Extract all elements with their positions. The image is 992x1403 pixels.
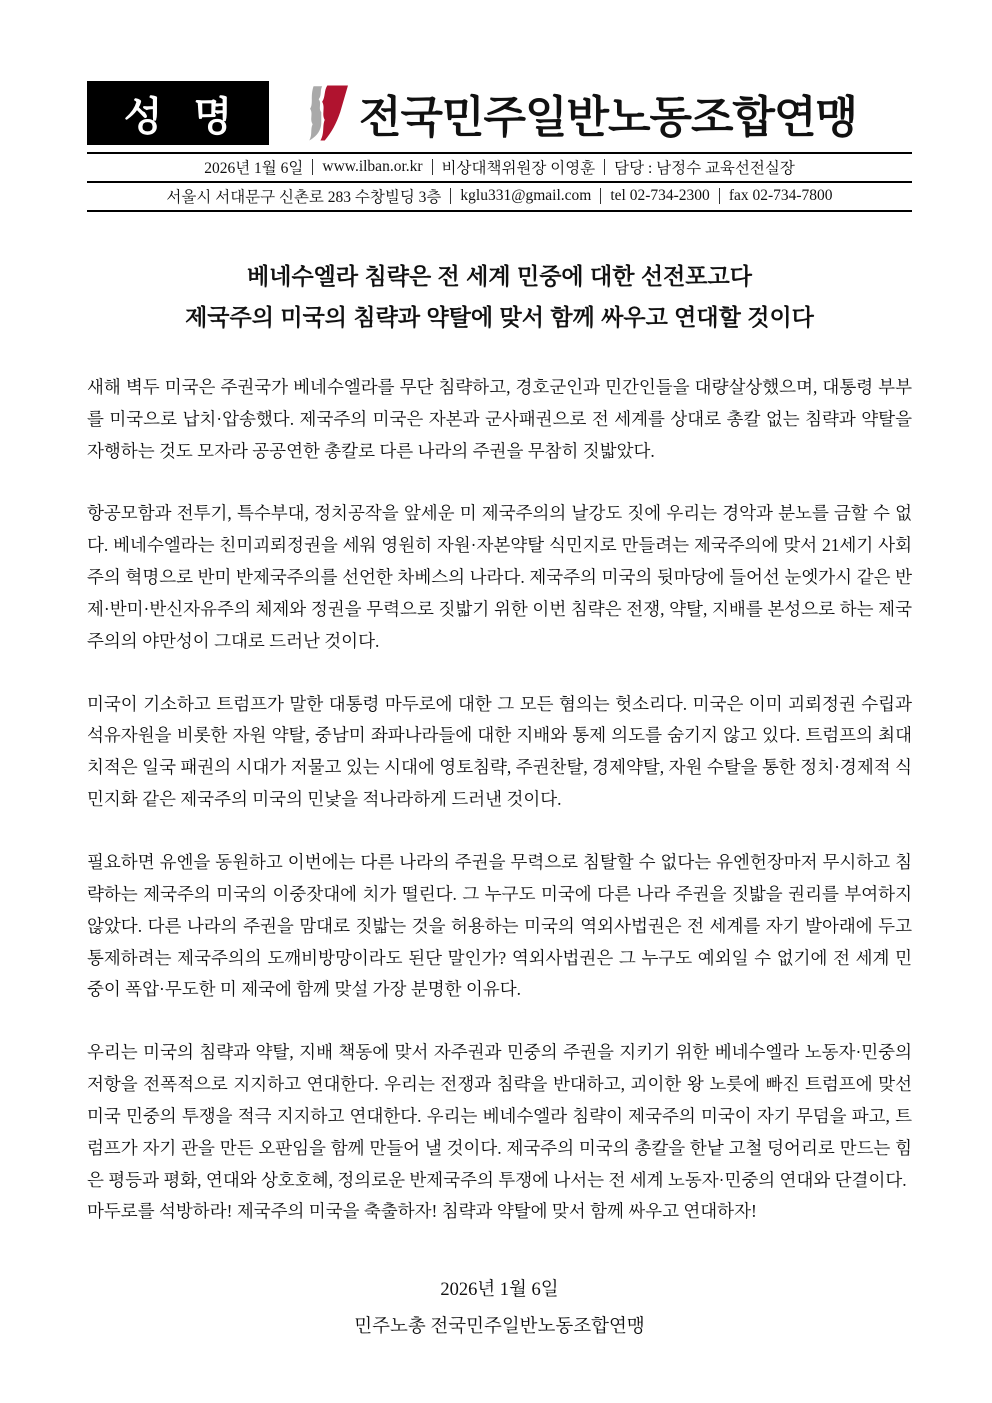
chairperson: 비상대책위원장 이영훈 (441, 160, 596, 177)
fax-number: fax 02-734-7800 (728, 187, 833, 204)
statement-body (87, 372, 912, 1228)
paragraph-1: 새해 벽두 미국은 주권국가 베네수엘라를 무단 침략하고, 경호군인과 민간인들을 대량살상했으며, 대통령 부부를 미국으로 납치·압송했다. 제국주의 미국은 자본과 군사패권으로 전 세계를 상대로 총칼 없는 침략과 약탈을 자행하는 것도 모자라 공공연한 총칼로 다른 나라의 주권을 무참히 짓밟았다. (87, 376, 912, 461)
divider (604, 159, 605, 175)
info-row-2 (87, 183, 912, 212)
paragraph-5: 우리는 미국의 침략과 약탈, 지배 책동에 맞서 자주권과 민중의 주권을 지키기 위한 베네수엘라 노동자·민중의 저항을 전폭적으로 지지하고 연대한다. 우리는 전쟁과 침략을 반대하고, 괴이한 왕 노릇에 빠진 트럼프에 맞선 미국 민중의 투쟁을 적극 지지하고 연대한다. 우리는 베네수엘라 침략이 제국주의 미국이 자기 무덤을 파고, 트럼프가 자기 관을 만든 오판임을 함께 만들어 낼 것이다. 제국주의 미국의 총칼을 한낱 고철 덩어리로 만드는 힘은 평등과 평화, 연대와 상호호혜, 정의로운 반제국주의 투쟁에 나서는 전 세계 노동자·민중의 연대와 단결이다. (87, 1042, 912, 1190)
contact-person: 담당 : 남정수 교육선전실장 (614, 160, 795, 177)
org-brand (295, 81, 857, 145)
closing-date: 2026년 1월 6일 (440, 1280, 559, 1301)
union-logo-icon (295, 82, 351, 144)
statement-stamp-label: 성 명 (123, 94, 243, 139)
divider (600, 188, 601, 204)
org-name: 전국민주일반노동조합연맹 (359, 93, 858, 142)
issue-date: 2026년 1월 6일 (204, 160, 304, 177)
info-row-1 (87, 154, 912, 183)
paragraph-4: 필요하면 유엔을 동원하고 이번에는 다른 나라의 주권을 무력으로 침탈할 수 없다는 유엔헌장마저 무시하고 침략하는 제국주의 미국의 이중잣대에 치가 떨린다. 그 누구도 미국에 다른 나라 주권을 짓밟을 권리를 부여하지 않았다. 다른 나라의 주권을 맘대로 짓밟는 것을 허용하는 미국의 역외사법권은 전 세계를 자기 발아래에 두고 통제하려는 제국주의의 도깨비방망이라도 된단 말인가? 역외사법권은 그 누구도 예외일 수 없기에 전 세계 민중이 폭압·무도한 미 제국에 함께 맞설 가장 분명한 이유다. (87, 852, 912, 1000)
slogan-line: 마두로를 석방하라! 제국주의 미국을 축출하자! 침략과 약탈에 맞서 함께 싸우고 연대하자! (87, 1201, 757, 1222)
divider (450, 188, 451, 204)
closing-signature: 민주노총 전국민주일반노동조합연맹 (354, 1317, 645, 1338)
divider (719, 188, 720, 204)
paragraph-3: 미국이 기소하고 트럼프가 말한 대통령 마두로에 대한 그 모든 혐의는 헛소리다. 미국은 이미 괴뢰정권 수립과 석유자원을 비롯한 자원 약탈, 중남미 좌파나라들에 대한 지배와 통제 의도를 숨기지 않고 있다. 트럼프의 최대치적은 일국 패권의 시대가 저물고 있는 시대에 영토침략, 주권찬탈, 경제약탈, 자원 수탈을 통한 정치·경제적 식민지화 같은 제국주의 미국의 민낯을 적나라하게 드러낸 것이다. (87, 693, 912, 810)
office-address: 서울시 서대문구 신촌로 283 수창빌딩 3층 (166, 189, 442, 206)
website-url: www.ilban.or.kr (322, 158, 423, 175)
divider (432, 159, 433, 175)
title-line-1: 베네수엘라 침략은 전 세계 민중에 대한 선전포고다 (247, 263, 752, 289)
contact-block (87, 152, 912, 212)
title-line-2: 제국주의 미국의 침략과 약탈에 맞서 함께 싸우고 연대할 것이다 (185, 303, 814, 330)
masthead (87, 80, 912, 146)
document-title (87, 256, 912, 338)
statement-stamp (87, 81, 269, 145)
email-address: kglu331@gmail.com (460, 187, 592, 204)
paragraph-2: 항공모함과 전투기, 특수부대, 정치공작을 앞세운 미 제국주의의 날강도 짓에 우리는 경악과 분노를 금할 수 없다. 베네수엘라는 친미괴뢰정권을 세워 영원히 자원·자본약탈 식민지로 만들려는 제국주의에 맞서 21세기 사회주의 혁명으로 반미 반제국주의를 선언한 차베스의 나라다. 제국주의 미국의 뒷마당에 들어선 눈엣가시 같은 반제·반미·반신자유주의 체제와 정권을 무력으로 짓밟기 위한 이번 침략은 전쟁, 약탈, 지배를 본성으로 하는 제국주의의 야만성이 그대로 드러난 것이다. (87, 503, 912, 651)
telephone-number: tel 02-734-2300 (610, 187, 710, 204)
closing-block (87, 1272, 912, 1346)
divider (312, 159, 313, 175)
